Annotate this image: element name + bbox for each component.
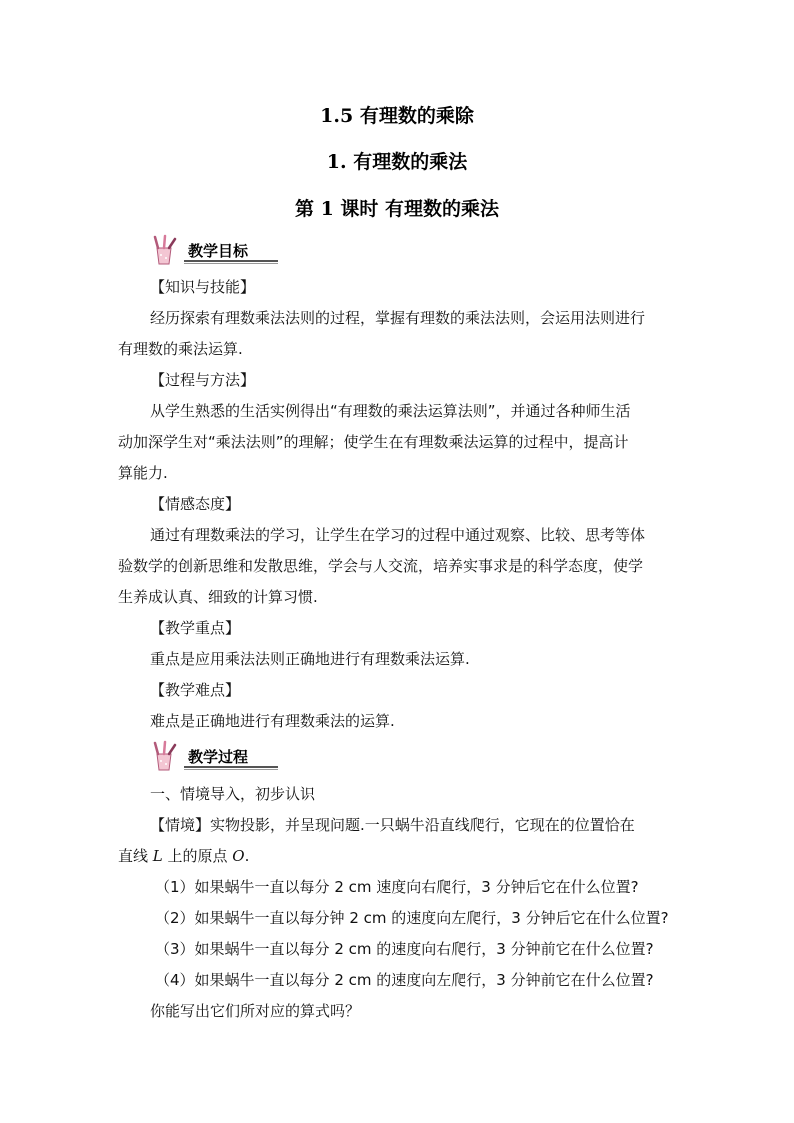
method-text-1: 从学生熟悉的生活实例得出“有理数的乘法运算法则”，并通过各种师生活 <box>150 402 631 420</box>
header-underline <box>184 260 278 262</box>
attitude-text-1: 通过有理数乘法的学习，让学生在学习的过程中通过观察、比较、思考等体 <box>150 526 646 544</box>
difficult-text: 难点是正确地进行有理数乘法的运算. <box>150 712 395 730</box>
method-heading: 【过程与方法】 <box>150 371 256 389</box>
attitude-text-3: 生养成认真、细致的计算习惯. <box>118 588 318 606</box>
process-header <box>148 742 278 772</box>
scene-text-part: 直线 <box>118 847 153 865</box>
lesson-title: 第 1 课时 有理数的乘法 <box>294 198 500 220</box>
header-underline-thin <box>184 263 278 264</box>
process-label: 教学过程 <box>188 748 249 766</box>
question-4: （4）如果蜗牛一直以每分 2 cm 的速度向左爬行，3 分钟前它在什么位置? <box>155 971 654 989</box>
question-2: （2）如果蜗牛一直以每分钟 2 cm 的速度向左爬行，3 分钟后它在什么位置? <box>155 909 669 927</box>
knowledge-text-2: 有理数的乘法运算. <box>118 340 243 358</box>
key-text: 重点是应用乘法法则正确地进行有理数乘法运算. <box>150 650 470 668</box>
scene-text-2 <box>118 846 249 866</box>
objectives-label: 教学目标 <box>188 242 249 260</box>
scene-text-1: 【情境】实物投影，并呈现问题.一只蜗牛沿直线爬行，它现在的位置恰在 <box>150 816 635 834</box>
knowledge-text-1: 经历探索有理数乘法法则的过程，掌握有理数的乘法法则，会运用法则进行 <box>150 309 646 327</box>
attitude-heading: 【情感态度】 <box>150 495 241 513</box>
knowledge-heading: 【知识与技能】 <box>150 278 256 296</box>
objectives-header <box>148 236 278 266</box>
scene-text-part: 上的原点 <box>162 847 233 865</box>
attitude-text-2: 验数学的创新思维和发散思维，学会与人交流，培养实事求是的科学态度，使学 <box>118 557 644 575</box>
question-1: （1）如果蜗牛一直以每分 2 cm 速度向右爬行，3 分钟后它在什么位置? <box>155 878 639 896</box>
subsection-title: 1. 有理数的乘法 <box>326 151 468 173</box>
step-one-heading: 一、情境导入，初步认识 <box>150 785 316 803</box>
difficult-heading: 【教学难点】 <box>150 681 241 699</box>
method-text-3: 算能力. <box>118 464 168 482</box>
prompt-question: 你能写出它们所对应的算式吗？ <box>150 1002 361 1020</box>
scene-text-part: . <box>244 847 250 865</box>
header-underline <box>184 766 278 768</box>
method-text-2: 动加深学生对“乘法法则”的理解；使学生在有理数乘法运算的过程中，提高计 <box>118 433 629 451</box>
pencil-cup-icon <box>148 234 180 266</box>
header-underline-thin <box>184 769 278 770</box>
section-title: 1.5 有理数的乘除 <box>320 105 474 127</box>
pencil-cup-icon <box>148 740 180 772</box>
line-label-l: L <box>152 847 163 865</box>
key-heading: 【教学重点】 <box>150 619 241 637</box>
question-3: （3）如果蜗牛一直以每分 2 cm 的速度向右爬行，3 分钟前它在什么位置? <box>155 940 654 958</box>
origin-label-o: O <box>232 847 245 865</box>
